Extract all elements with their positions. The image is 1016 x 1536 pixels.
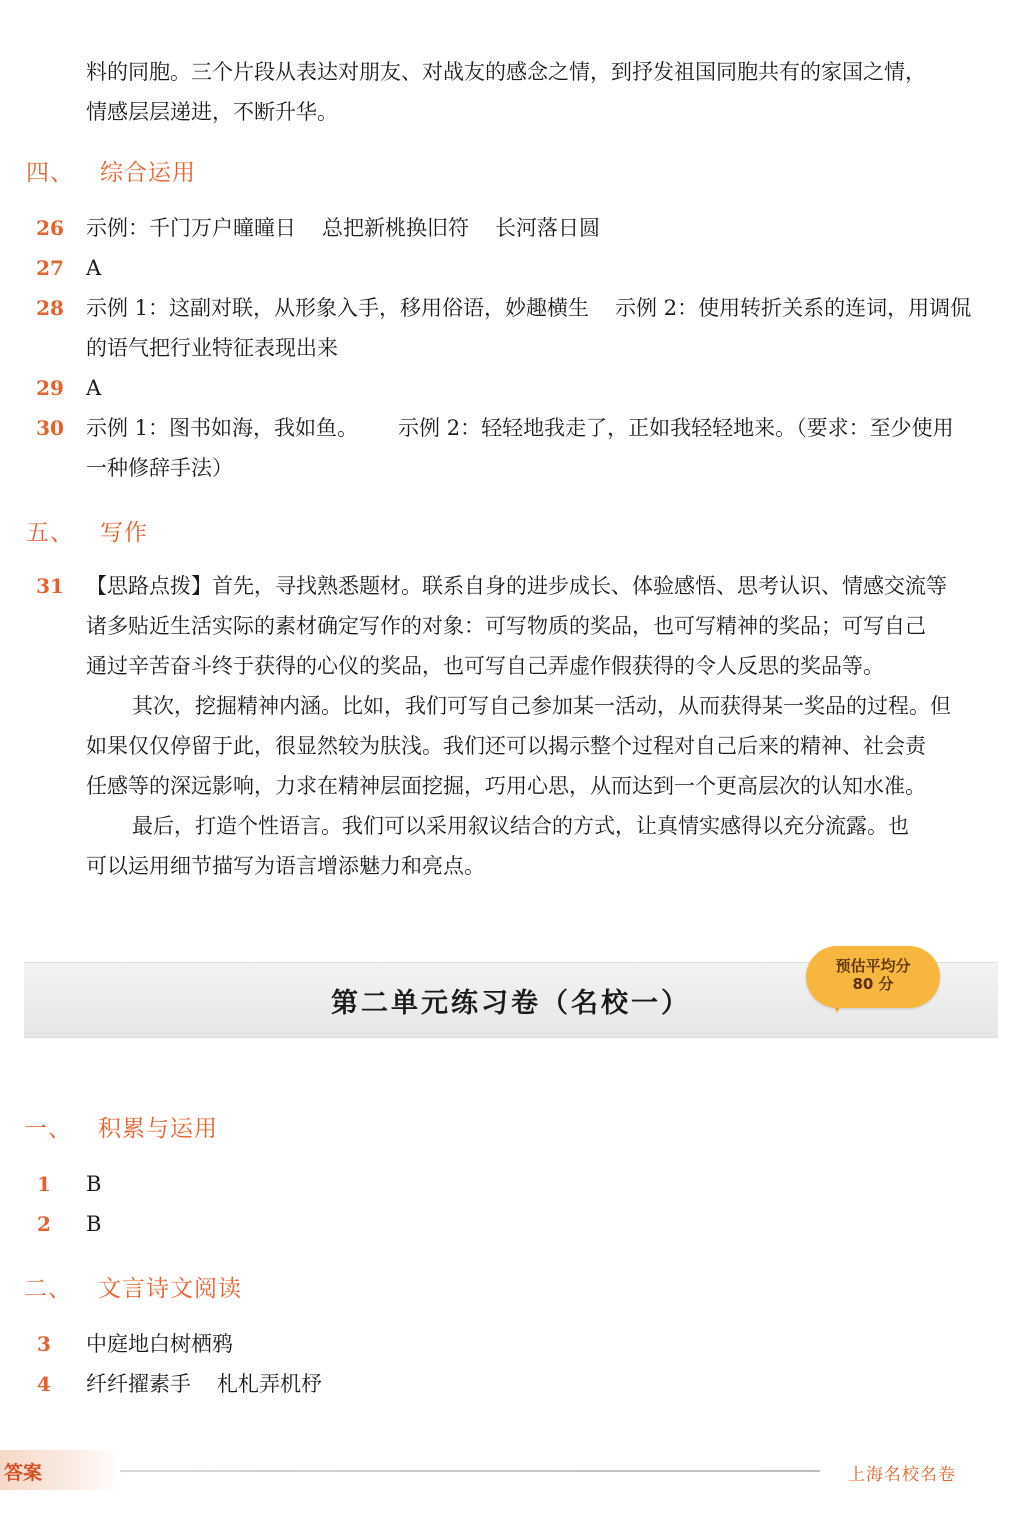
question-number: 1 [37, 1172, 51, 1196]
section-title: 综合运用 [100, 160, 196, 186]
section-title: 文言诗文阅读 [98, 1276, 242, 1302]
answer-item-1 [26, 1164, 1002, 1204]
footer-series-name: 上海名校名卷 [848, 1465, 956, 1485]
answer-item-29 [26, 368, 1002, 408]
answer-line: 通过辛苦奋斗终于获得的心仪的奖品，也可写自己弄虚作假获得的令人反思的奖品等。 [86, 654, 884, 678]
footer-label: 答案 [4, 1462, 43, 1484]
section-heading-1 [24, 1110, 218, 1143]
answer-text-line-2: 的语气把行业特征表现出来 [86, 336, 338, 360]
answer-item-26 [26, 208, 1002, 248]
answer-text: 中庭地白树栖鸦 [86, 1332, 233, 1356]
intro-line-2: 情感层层递进，不断升华。 [86, 100, 338, 124]
answer-text: 示例 1：图书如海，我如鱼。 [86, 416, 359, 440]
section-heading-5 [26, 514, 148, 547]
answer-text: A [86, 256, 102, 280]
question-number: 30 [36, 416, 64, 440]
footer-divider [120, 1470, 820, 1472]
section-number: 五、 [26, 520, 74, 546]
unit-title: 第二单元练习卷（名校一） [331, 988, 691, 1019]
intro-paragraph [86, 52, 926, 132]
answer-text-2: 示例 2：轻轻地我走了，正如我轻轻地来。（要求：至少使用 [398, 416, 954, 440]
answer-line: 其次，挖掘精神内涵。比如，我们可写自己参加某一活动，从而获得某一奖品的过程。但 [132, 694, 951, 718]
section-title: 写作 [100, 520, 148, 546]
answer-item-3 [26, 1324, 1002, 1364]
score-badge [806, 946, 940, 1008]
answer-text-2: 总把新桃换旧符 [322, 216, 469, 240]
section-number: 二、 [24, 1276, 72, 1302]
answer-item-2 [26, 1204, 1002, 1244]
answer-text: B [86, 1172, 102, 1196]
answer-item-31 [26, 566, 1002, 886]
question-number: 4 [37, 1372, 51, 1396]
section-title: 积累与运用 [98, 1116, 218, 1142]
badge-label: 预估平均分 [835, 957, 911, 975]
answer-item-30 [26, 408, 1002, 488]
answer-line: 可以运用细节描写为语言增添魅力和亮点。 [86, 854, 485, 878]
question-number: 2 [37, 1212, 51, 1236]
question-number: 3 [37, 1332, 51, 1356]
answer-line: 【思路点拨】首先，寻找熟悉题材。联系自身的进步成长、体验感悟、思考认识、情感交流等 [86, 574, 947, 598]
answer-item-28 [26, 288, 1002, 368]
answer-text: B [86, 1212, 102, 1236]
question-number: 28 [36, 296, 64, 320]
badge-score: 80 分 [852, 975, 894, 993]
answer-text-line-2: 一种修辞手法） [86, 456, 233, 480]
question-number: 27 [36, 256, 64, 280]
section-heading-2 [24, 1270, 242, 1303]
answer-text: 示例 1：这副对联，从形象入手，移用俗语，妙趣横生 [86, 296, 590, 320]
question-number: 26 [36, 216, 64, 240]
section-number: 一、 [24, 1116, 72, 1142]
question-number: 29 [36, 376, 64, 400]
answer-text: 示例：千门万户曈曈日 [86, 216, 296, 240]
answer-line: 诸多贴近生活实际的素材确定写作的对象：可写物质的奖品，也可写精神的奖品；可写自己 [86, 614, 926, 638]
answer-line: 如果仅仅停留于此，很显然较为肤浅。我们还可以揭示整个过程对自己后来的精神、社会责 [86, 734, 926, 758]
intro-line-1: 料的同胞。三个片段从表达对朋友、对战友的感念之情，到抒发祖国同胞共有的家国之情， [86, 60, 926, 84]
question-number: 31 [36, 574, 64, 598]
answer-item-4 [26, 1364, 1002, 1404]
answer-line: 最后，打造个性语言。我们可以采用叙议结合的方式，让真情实感得以充分流露。也 [132, 814, 909, 838]
answer-text: 纤纤擢素手 [86, 1372, 191, 1396]
answer-text-2: 示例 2：使用转折关系的连词，用调侃 [615, 296, 972, 320]
section-heading-4 [26, 154, 196, 187]
answer-item-27 [26, 248, 1002, 288]
answer-text-2: 札札弄机杼 [217, 1372, 322, 1396]
answer-text: A [86, 376, 102, 400]
section-number: 四、 [26, 160, 74, 186]
answer-line: 任感等的深远影响，力求在精神层面挖掘，巧用心思，从而达到一个更高层次的认知水准。 [86, 774, 926, 798]
answer-text-3: 长河落日圆 [495, 216, 600, 240]
